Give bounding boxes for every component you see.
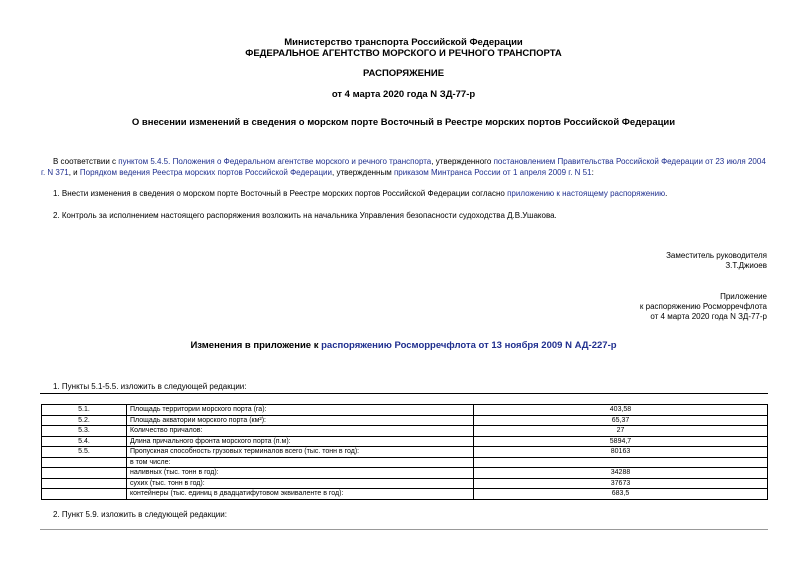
signature-position: Заместитель руководителя: [666, 251, 767, 260]
table-cell-value: [474, 457, 768, 468]
document-date: от 4 марта 2020 года N ЗД-77-р: [331, 89, 476, 100]
table-cell-name: сухих (тыс. тонн в год):: [127, 478, 474, 489]
divider: [40, 529, 768, 530]
change-item-1: 1. Пункты 5.1-5.5. изложить в следующей редакции:: [53, 382, 247, 391]
intro-text-4: , утвержденным: [332, 168, 394, 177]
port-data-table: [41, 404, 768, 500]
item-1-text: 1. Внести изменения в сведения о морском порте Восточный в Реестре морских портов Российской Федерации согласно: [53, 189, 508, 198]
table-cell-num: [42, 478, 127, 489]
intro-paragraph: [41, 156, 771, 178]
document-type: РАСПОРЯЖЕНИЕ: [362, 68, 445, 79]
appendix-label: Приложение: [720, 292, 767, 301]
table-row: [42, 489, 768, 500]
table-cell-name: Площадь территории морского порта (га):: [127, 405, 474, 416]
change-item-2: 2. Пункт 5.9. изложить в следующей редакции:: [53, 510, 227, 519]
table-cell-value: 403,58: [474, 405, 768, 416]
table-row: [42, 447, 768, 458]
intro-text-5: :: [591, 168, 594, 177]
table-row: [42, 457, 768, 468]
intro-link-regulation[interactable]: пунктом 5.4.5. Положения о Федеральном агентстве морского и речного транспорта: [118, 157, 432, 166]
table-cell-name: Длина причального фронта морского порта (п.м):: [127, 436, 474, 447]
divider: [40, 393, 768, 394]
appendix-date: от 4 марта 2020 года N ЗД-77-р: [650, 312, 767, 321]
intro-text-3: , и: [68, 168, 80, 177]
table-cell-name: Пропускная способность грузовых терминалов всего (тыс. тонн в год):: [127, 447, 474, 458]
appendix-link[interactable]: приложению к настоящему распоряжению: [507, 189, 666, 198]
table-row: [42, 405, 768, 416]
table-row: [42, 468, 768, 479]
table-cell-value: 37673: [474, 478, 768, 489]
item-2: 2. Контроль за исполнением настоящего распоряжения возложить на начальника Управления безопасности судоходства Д.В.Ушакова.: [53, 211, 557, 220]
table-cell-name: в том числе:: [127, 457, 474, 468]
table-cell-name: Площадь акватории морского порта (км²):: [127, 415, 474, 426]
changes-title-prefix: Изменения в приложение к: [190, 340, 322, 351]
table-row: [42, 426, 768, 437]
table-cell-num: 5.3.: [42, 426, 127, 437]
signature-name: З.Т.Джиоев: [725, 261, 767, 270]
appendix-ref: к распоряжению Росморречфлота: [639, 302, 767, 311]
intro-link-resolution[interactable]: постановлением Правительства Российской Федерации от 23 июля 2004 г. N 371: [41, 157, 766, 177]
table-row: [42, 415, 768, 426]
changes-title-link[interactable]: распоряжению Росморречфлота от 13 ноября 2009 N АД-227-р: [321, 340, 617, 351]
table-cell-name: Количество причалов:: [127, 426, 474, 437]
table-cell-name: наливных (тыс. тонн в год):: [127, 468, 474, 479]
table-cell-value: 80163: [474, 447, 768, 458]
table-cell-num: [42, 468, 127, 479]
item-1-end: .: [665, 189, 668, 198]
table-cell-num: 5.5.: [42, 447, 127, 458]
intro-link-procedure[interactable]: Порядком ведения Реестра морских портов Российской Федерации: [79, 168, 332, 177]
intro-text-2: , утвержденного: [431, 157, 494, 166]
table-cell-value: 5894,7: [474, 436, 768, 447]
table-cell-num: [42, 489, 127, 500]
table-cell-value: 683,5: [474, 489, 768, 500]
changes-title: [0, 340, 807, 351]
table-cell-num: 5.4.: [42, 436, 127, 447]
table-cell-name: контейнеры (тыс. единиц в двадцатифутовом эквиваленте в год):: [127, 489, 474, 500]
table-row: [42, 436, 768, 447]
header-ministry: Министерство транспорта Российской Федерации: [284, 37, 523, 48]
item-1: [53, 188, 773, 199]
intro-link-order[interactable]: приказом Минтранса России от 1 апреля 2009 г. N 51: [393, 168, 592, 177]
table-cell-value: 27: [474, 426, 768, 437]
intro-text-1: В соответствии с: [53, 157, 119, 166]
table-cell-value: 65,37: [474, 415, 768, 426]
table-cell-num: 5.1.: [42, 405, 127, 416]
header-agency: ФЕДЕРАЛЬНОЕ АГЕНТСТВО МОРСКОГО И РЕЧНОГО ТРАНСПОРТА: [245, 48, 562, 59]
table-row: [42, 478, 768, 489]
document-title: О внесении изменений в сведения о морском порте Восточный в Реестре морских портов Российской Федерации: [131, 117, 676, 128]
table-cell-num: 5.2.: [42, 415, 127, 426]
table-cell-value: 34288: [474, 468, 768, 479]
table-cell-num: [42, 457, 127, 468]
